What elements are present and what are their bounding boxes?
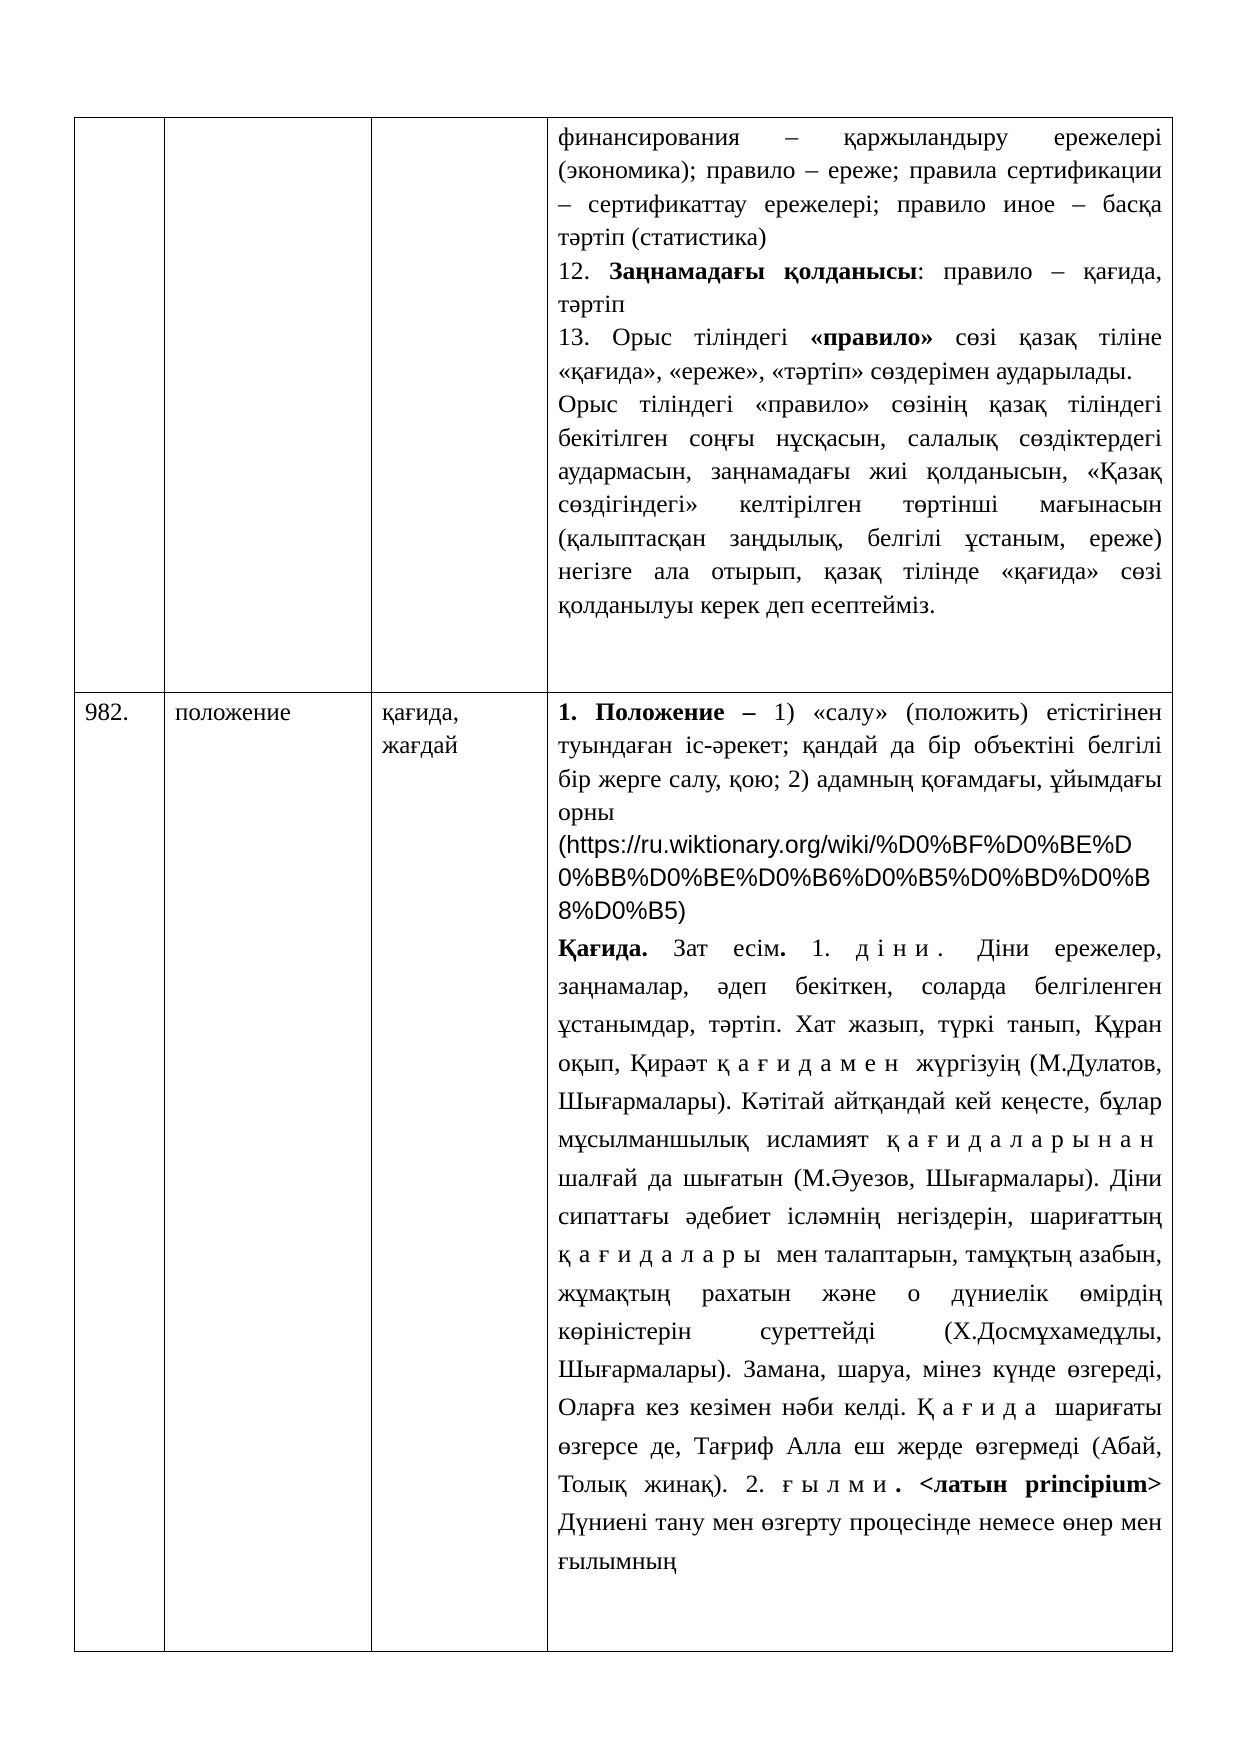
paragraph: финансирования – қаржыландыру ережелері (экономика); правило – ереже; правила сертификации – сертификаттау ережелері; правило иное – басқа тәртіп (статистика) — [558, 122, 1162, 252]
paragraph: 13. Орыс тіліндегі «правило» сөзі қазақ тіліне «қағида», «ереже», «тәртіп» сөздерімен аударылады. — [558, 322, 1162, 385]
definition-text — [548, 118, 1172, 621]
kazakh-term-cell: қағида, жағдай — [372, 693, 548, 1652]
definition-cell — [548, 693, 1173, 1652]
number-cell — [75, 118, 165, 693]
russian-term-cell — [165, 118, 372, 693]
terminology-table — [74, 117, 1173, 1652]
paragraph: 12. Заңнамадағы қолданысы: правило – қағида, тәртіп — [558, 255, 1163, 319]
paragraph: Орыс тіліндегі «правило» сөзінің қазақ тіліндегі бекітілген соңғы нұсқасын, салалық сөздіктердегі аудармасын, заңнамадағы жиі қолданысын, «Қазақ сөздігіндегі» келтірілген төртінші мағынасын (қалыптасқан заңдылық, белгілі ұстаным, ереже) негізге ала отырып, қазақ тілінде «қағида» сөзі қолданылуы керек деп есептейміз. — [558, 389, 1162, 619]
russian-term-cell: положение — [165, 693, 372, 1652]
number-cell: 982. — [75, 693, 165, 1652]
paragraph: 1. Положение – 1) «салу» (положить) етістігінен туындаған іс-әрекет; қандай да бір объектіні белгілі бір жерге салу, қою; 2) адамның қоғамдағы, ұйымдағы орны — [558, 697, 1163, 827]
table-row — [75, 118, 1173, 693]
kazakh-term-cell — [372, 118, 548, 693]
definition-cell — [548, 118, 1173, 693]
paragraph: Қағида. Зат есім. 1. діни. Діни ережелер, заңнамалар, әдеп бекіткен, соларда белгіленген ұстанымдар, тәртіп. Хат жазып, түркі танып, Құран оқып, Қираәт қағидамен жүргізуің (М.Дулатов, Шығармалары). Кәтітай айтқандай кей кеңесте, бұлар мұсылманшылық исламият қағидаларынан шалғай да шығатын (М.Әуезов, Шығармалары). Діни сипаттағы әдебиет ісләмнің негіздерін, шариғаттың қағидалары мен талаптарын, тамұқтың азабын, жұмақтың рахатын және о дүниелік өмірдің көріністерін суреттейді (Х.Досмұхамедұлы, Шығармалары). Замана, шаруа, мінез күнде өзгереді, Оларға кез кезімен нәби келді. Қағида шариғаты өзгерсе де, Тағриф Алла еш жерде өзгермеді (Абай, Толық жинақ). 2. ғылми. <латын principium> Дүниені тану мен өзгерту процесінде немесе өнер мен ғылымның — [558, 932, 1162, 1575]
table-row — [75, 693, 1173, 1652]
source-url: (https://ru.wiktionary.org/wiki/%D0%BF%D0%BE%D0%BB%D0%BE%D0%B6%D0%B5%D0%BD%D0%B8%D0%B5) — [558, 831, 1151, 926]
definition-text — [548, 693, 1172, 1580]
